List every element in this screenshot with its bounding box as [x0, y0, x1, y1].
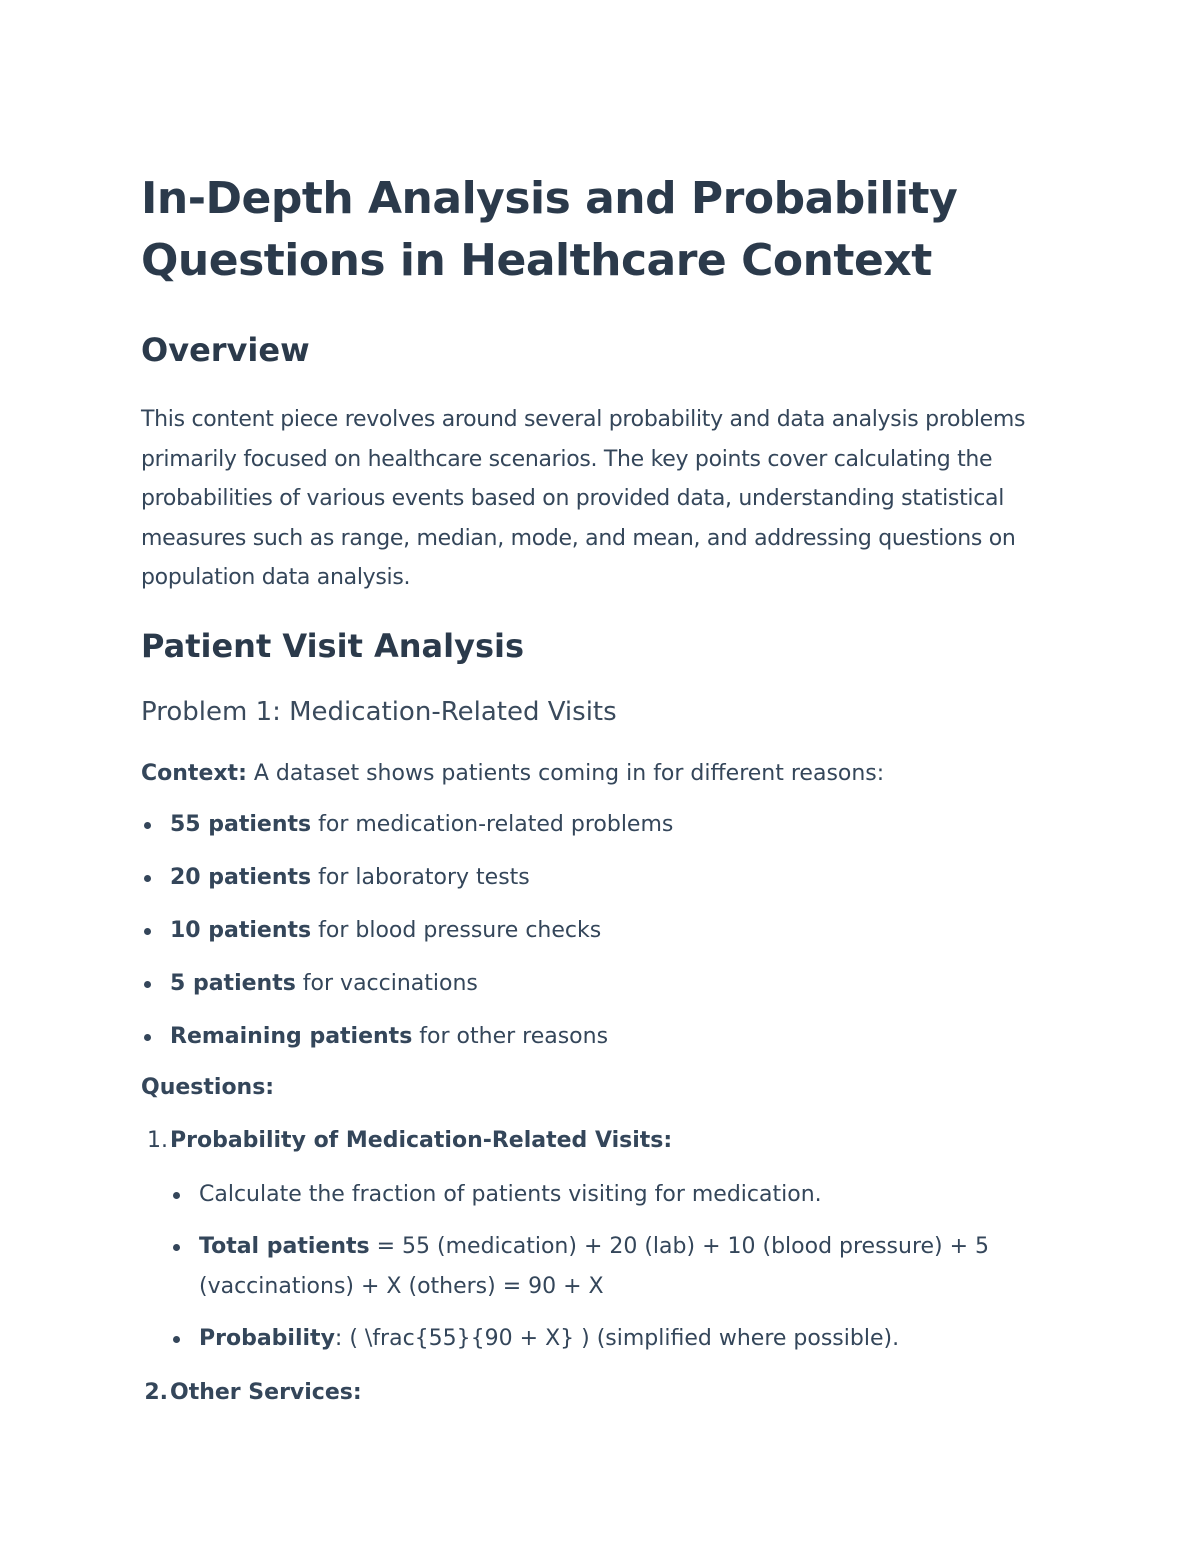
list-item-text: for blood pressure checks — [311, 918, 602, 943]
sub-list-item — [170, 1227, 1071, 1307]
question-number: 2. — [144, 1380, 168, 1405]
list-item-text: for other reasons — [412, 1024, 609, 1049]
problem-title: Problem 1: Medication-Related Visits — [141, 696, 617, 727]
question-item — [141, 1122, 1071, 1359]
sub-list-item-text: = 55 (medication) + 20 (lab) + 10 (blood pressure) + 5 (vaccinations) + X (others) = 90 + X — [199, 1234, 990, 1299]
sub-list-item-bold: Total patients — [199, 1234, 370, 1259]
questions-list — [141, 1122, 1071, 1412]
question-sub-list — [170, 1175, 1071, 1359]
context-paragraph — [141, 754, 1071, 794]
list-item — [141, 965, 1071, 1003]
question-item — [141, 1374, 1071, 1412]
list-item-bold: Remaining patients — [170, 1024, 413, 1049]
list-item-text: for vaccinations — [295, 971, 478, 996]
list-item — [141, 806, 1071, 844]
sub-list-item — [170, 1319, 1071, 1359]
document-page — [141, 168, 1071, 1427]
overview-paragraph: This content piece revolves around several probability and data analysis problems primarily focused on healthcare scenarios. The key points cover calculating the probabilities of various events based on provided data, understanding statistical measures such as range, median, mode, and mean, and addressing questions on population data analysis. — [141, 407, 1026, 590]
sub-list-item-text: : ( \frac{55}{90 + X} ) (simplified where possible). — [334, 1326, 900, 1351]
question-title: Other Services: — [170, 1380, 362, 1405]
context-label: Context: — [141, 760, 247, 786]
visit-reasons-list — [141, 806, 1071, 1056]
list-item — [141, 912, 1071, 950]
sub-list-item-text: Calculate the fraction of patients visiting for medication. — [199, 1182, 822, 1207]
list-item-bold: 20 patients — [170, 865, 312, 890]
list-item-bold: 10 patients — [170, 918, 312, 943]
overview-heading: Overview — [141, 331, 310, 369]
section-heading: Patient Visit Analysis — [141, 626, 525, 665]
list-item-bold: 5 patients — [170, 971, 296, 996]
list-item-text: for medication-related problems — [311, 812, 674, 837]
document-title: In-Depth Analysis and Probability Questions in Healthcare Context — [141, 173, 958, 286]
question-number: 1. — [147, 1128, 168, 1153]
question-title: Probability of Medication-Related Visits: — [170, 1128, 673, 1153]
list-item-text: for laboratory tests — [311, 865, 530, 890]
list-item-bold: 55 patients — [170, 812, 312, 837]
list-item — [141, 1018, 1071, 1056]
context-text: A dataset shows patients coming in for different reasons: — [246, 760, 885, 786]
questions-label: Questions: — [141, 1075, 275, 1100]
list-item — [141, 859, 1071, 897]
sub-list-item-bold: Probability — [199, 1326, 335, 1351]
sub-list-item — [170, 1175, 1071, 1215]
